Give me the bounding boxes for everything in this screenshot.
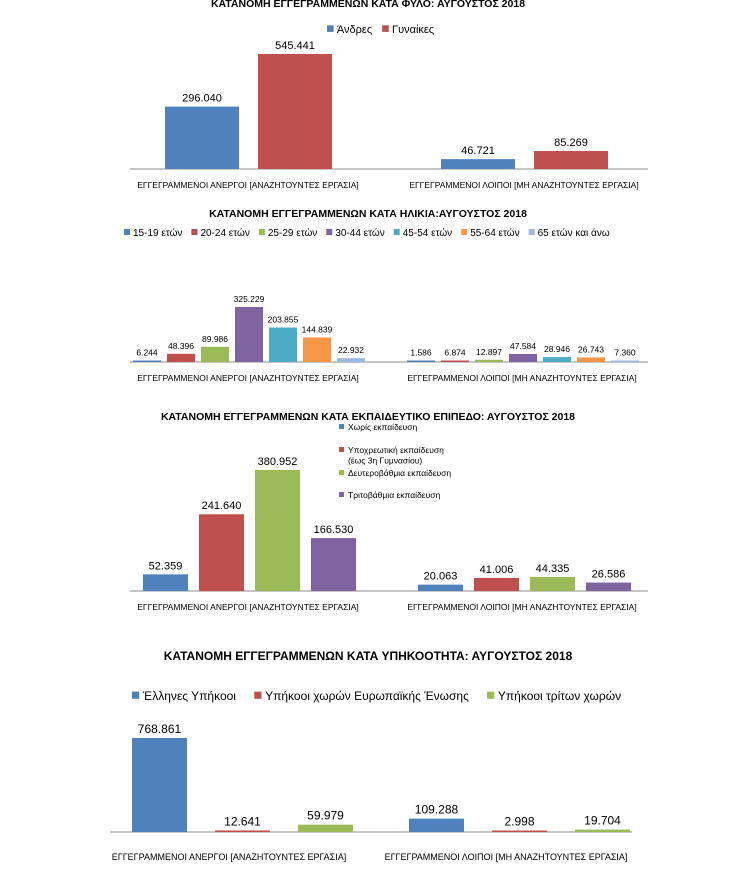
chart-title: ΚΑΤΑΝΟΜΗ ΕΓΓΕΓΡΑΜΜΕΝΩΝ ΚΑΤΑ ΦΥΛΟ: ΑΥΓΟΥΣΤΟΣ 2018 (210, 0, 526, 10)
data-label: 48.396 (168, 340, 194, 351)
legend-item (327, 24, 372, 36)
chart-title: ΚΑΤΑΝΟΜΗ ΕΓΓΕΓΡΑΜΜΕΝΩΝ ΚΑΤΑ ΗΛΙΚΙΑ:ΑΥΓΟΥΣΤΟΣ 2018 (209, 208, 527, 220)
bar (418, 585, 463, 591)
bar (235, 307, 263, 362)
chart-2 (124, 208, 648, 383)
bar (311, 538, 356, 591)
legend-item (339, 422, 417, 432)
bar (165, 107, 239, 169)
legend-label-line: (έως 3η Γυμνασίου) (348, 455, 423, 466)
legend-label-line: Χωρίς εκπαίδευση (348, 422, 418, 432)
category-label: ΕΓΓΕΓΡΑΜΜΕΝΟΙ ΛΟΙΠΟΙ [ΜΗ ΑΝΑΖΗΤΟΥΝΤΕΣ ΕΡΓΑΣΙΑ] (384, 852, 628, 862)
legend-swatch (259, 229, 265, 235)
legend-label-line: Τριτοβάθμια εκπαίδευση (348, 490, 441, 500)
data-label: 6.244 (136, 347, 158, 358)
data-label: 19.704 (584, 813, 621, 828)
legend-item (339, 445, 444, 466)
legend-swatch (394, 229, 400, 235)
data-label: 12.897 (476, 346, 502, 357)
chart-title: ΚΑΤΑΝΟΜΗ ΕΓΓΕΓΡΑΜΜΕΝΩΝ ΚΑΤΑ ΥΠΗΚΟΟΤΗΤΑ: ΑΥΓΟΥΣΤΟΣ 2018 (163, 649, 573, 663)
data-label: 52.359 (148, 560, 183, 573)
legend-item (326, 227, 384, 239)
data-label: 22.932 (338, 345, 364, 356)
bar (199, 514, 244, 591)
category-label: ΕΓΓΕΓΡΑΜΜΕΝΟΙ ΑΝΕΡΓΟΙ [ΑΝΑΖΗΤΟΥΝΤΕΣ ΕΡΓΑΣΙΑ] (137, 602, 359, 612)
category-label: ΕΓΓΕΓΡΑΜΜΕΝΟΙ ΑΝΕΡΓΟΙ [ΑΝΑΖΗΤΟΥΝΤΕΣ ΕΡΓΑΣΙΑ] (137, 180, 359, 190)
bar (474, 578, 519, 591)
bar (530, 577, 575, 591)
legend-label: Υπήκοοι χωρών Ευρωπαϊκής Ένωσης (265, 689, 469, 703)
legend-item (339, 468, 451, 478)
legend-label: 15-19 ετών (133, 228, 183, 239)
chart-4 (110, 649, 632, 862)
legend-label: Άνδρες (336, 24, 373, 36)
legend-item (339, 490, 440, 500)
bar (255, 470, 300, 591)
category-label: ΕΓΓΕΓΡΑΜΜΕΝΟΙ ΛΟΙΠΟΙ [ΜΗ ΑΝΑΖΗΤΟΥΝΤΕΣ ΕΡΓΑΣΙΑ] (409, 180, 639, 190)
data-label: 47.584 (510, 340, 536, 351)
data-label: 12.641 (224, 814, 261, 829)
legend-item (487, 689, 621, 703)
legend-label: Έλληνες Υπήκοοι (142, 689, 236, 703)
legend-label: 30-44 ετών (335, 228, 385, 239)
data-label: 44.335 (535, 562, 570, 575)
legend-swatch (487, 692, 494, 699)
legend-label: 45-54 ετών (402, 228, 453, 239)
data-label: 85.269 (554, 137, 588, 150)
bar (303, 338, 331, 362)
bar (215, 830, 270, 832)
chart-3 (130, 411, 648, 612)
legend-item (394, 227, 452, 239)
bar (534, 151, 608, 169)
data-label: 545.441 (275, 40, 315, 52)
data-label: 768.861 (137, 722, 182, 736)
legend-item (382, 24, 434, 36)
bar (509, 354, 537, 362)
bar (133, 361, 161, 363)
bar (167, 354, 195, 362)
chart-title: ΚΑΤΑΝΟΜΗ ΕΓΓΕΓΡΑΜΜΕΝΩΝ ΚΑΤΑ ΕΚΠΑΙΔΕΥΤΙΚΟ ΕΠΙΠΕΔΟ: ΑΥΓΟΥΣΤΟΣ 2018 (160, 411, 576, 423)
data-label: 46.721 (461, 145, 495, 158)
legend-label (348, 490, 440, 500)
legend-swatch (382, 25, 389, 32)
legend-swatch (124, 229, 130, 235)
data-label: 6.874 (444, 347, 466, 358)
chart-legend (339, 422, 451, 500)
bar (441, 361, 469, 363)
legend-item (132, 689, 236, 703)
data-label: 203.855 (267, 314, 299, 325)
chart-legend (327, 24, 434, 36)
category-label: ΕΓΓΕΓΡΑΜΜΕΝΟΙ ΛΟΙΠΟΙ [ΜΗ ΑΝΑΖΗΤΟΥΝΤΕΣ ΕΡΓΑΣΙΑ] (407, 602, 637, 612)
bar (543, 357, 571, 362)
legend-swatch (529, 229, 535, 235)
legend-swatch (339, 424, 344, 429)
data-label: 2.998 (504, 814, 535, 829)
legend-swatch (339, 470, 344, 475)
legend-label: Γυναίκες (392, 24, 435, 36)
data-label: 325.229 (233, 294, 265, 304)
data-label: 1.586 (410, 347, 432, 358)
category-label: ΕΓΓΕΓΡΑΜΜΕΝΟΙ ΑΝΕΡΓΟΙ [ΑΝΑΖΗΤΟΥΝΤΕΣ ΕΡΓΑΣΙΑ] (137, 373, 359, 383)
chart-1 (130, 0, 648, 190)
data-label: 59.979 (307, 808, 344, 823)
data-label: 26.743 (578, 344, 604, 355)
bar (132, 738, 187, 832)
bar (611, 361, 639, 363)
bar (269, 328, 297, 362)
legend-item (529, 227, 610, 239)
bar (407, 361, 435, 363)
data-label: 41.006 (479, 563, 514, 576)
bar (337, 358, 365, 362)
legend-swatch (254, 692, 261, 699)
legend-label-line: Δευτεροβάθμια εκπαίδευση (348, 468, 452, 478)
legend-label: Υπήκοοι τρίτων χωρών (497, 689, 622, 703)
bar (441, 159, 515, 169)
data-label: 7.360 (614, 347, 636, 358)
legend-item (124, 227, 182, 239)
data-label: 241.640 (201, 500, 242, 513)
bar (258, 54, 332, 169)
legend-swatch (191, 229, 197, 235)
legend-swatch (132, 692, 139, 699)
bar (492, 831, 547, 833)
category-label: ΕΓΓΕΓΡΑΜΜΕΝΟΙ ΛΟΙΠΟΙ [ΜΗ ΑΝΑΖΗΤΟΥΝΤΕΣ ΕΡΓΑΣΙΑ] (407, 373, 637, 383)
bar (475, 360, 503, 362)
legend-swatch (461, 229, 467, 235)
category-label: ΕΓΓΕΓΡΑΜΜΕΝΟΙ ΑΝΕΡΓΟΙ [ΑΝΑΖΗΤΟΥΝΤΕΣ ΕΡΓΑΣΙΑ] (111, 852, 347, 862)
bar (201, 347, 229, 362)
legend-label: 55-64 ετών (470, 228, 520, 239)
legend-item (259, 227, 317, 239)
bar (577, 357, 605, 362)
bar (143, 574, 188, 591)
bar (586, 583, 631, 591)
data-label: 296.040 (182, 92, 222, 105)
data-label: 89.986 (202, 333, 228, 344)
data-label: 144.839 (301, 324, 333, 335)
legend-label (348, 468, 451, 478)
chart-legend (124, 227, 610, 239)
data-label: 380.952 (257, 456, 298, 468)
legend-swatch (339, 447, 344, 452)
legend-swatch (327, 25, 334, 32)
legend-swatch (326, 229, 332, 235)
bar (575, 830, 630, 832)
legend-label-line: Υποχρεωτική εκπαίδευση (348, 445, 444, 455)
legend-item (254, 689, 469, 703)
legend-item (191, 227, 249, 239)
data-label: 28.946 (544, 344, 570, 355)
bar (409, 819, 464, 832)
bar (298, 825, 353, 832)
data-label: 26.586 (591, 568, 626, 581)
data-label: 109.288 (414, 802, 459, 817)
data-label: 20.063 (423, 570, 458, 583)
data-label: 166.530 (313, 524, 354, 537)
legend-label (348, 445, 444, 466)
legend-label: 20-24 ετών (200, 228, 250, 239)
chart-legend (132, 689, 621, 703)
legend-swatch (339, 492, 344, 497)
legend-label (348, 422, 417, 432)
legend-item (461, 227, 519, 239)
legend-label: 25-29 ετών (267, 228, 318, 239)
legend-label: 65 ετών και άνω (537, 228, 610, 239)
